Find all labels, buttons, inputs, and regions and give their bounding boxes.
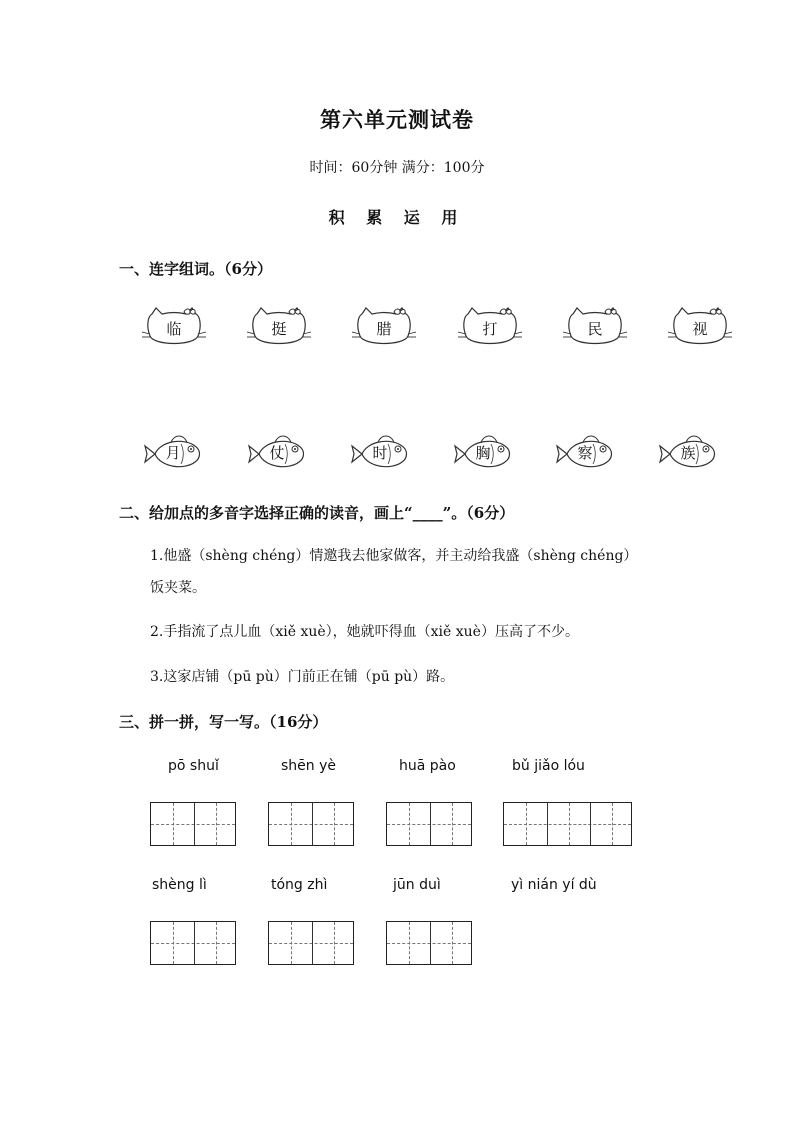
- fish-card-1: [143, 432, 205, 472]
- grid-guide-horizontal: [387, 824, 471, 825]
- grid-guide-horizontal: [151, 824, 235, 825]
- bottom-char: 察: [577, 444, 593, 462]
- grid-cell-divider: [547, 803, 548, 845]
- question-1-title: 一、连字组词。（6分）: [119, 260, 272, 278]
- exam-info: 时间：60分钟 满分：100分: [309, 160, 485, 176]
- grid-guide-vertical: [216, 803, 217, 845]
- grid-guide-vertical: [409, 803, 410, 845]
- fish-card-4: [453, 432, 515, 472]
- grid-guide-horizontal: [387, 943, 471, 944]
- writing-grid-7[interactable]: [386, 921, 472, 965]
- bottom-char: 仗: [269, 444, 285, 462]
- writing-grid-6[interactable]: [268, 921, 354, 965]
- question-2-item-2: 2.手指流了点儿血（xiě xuè），她就吓得血（xiě xuè）压高了不少。: [150, 624, 579, 640]
- top-char: 打: [482, 320, 498, 338]
- grid-guide-vertical: [452, 803, 453, 845]
- grid-cell-divider: [312, 803, 313, 845]
- top-char: 挺: [271, 320, 287, 338]
- cat-card-4: [458, 306, 520, 346]
- grid-cell-divider: [590, 803, 591, 845]
- pinyin-2: shēn yè: [281, 758, 337, 774]
- grid-guide-vertical: [612, 803, 613, 845]
- pinyin-5: shèng lì: [152, 877, 207, 893]
- grid-guide-horizontal: [269, 824, 353, 825]
- question-3-title: 三、拼一拼，写一写。（16分）: [119, 713, 328, 731]
- grid-guide-vertical: [334, 922, 335, 964]
- bottom-char: 时: [372, 444, 388, 462]
- grid-guide-horizontal: [151, 943, 235, 944]
- cat-card-1: [142, 306, 204, 346]
- grid-guide-vertical: [409, 922, 410, 964]
- cat-card-6: [668, 306, 730, 346]
- pinyin-7: jūn duì: [393, 877, 441, 893]
- grid-guide-vertical: [291, 803, 292, 845]
- writing-grid-1[interactable]: [150, 802, 236, 846]
- fish-card-6: [658, 432, 720, 472]
- grid-cell-divider: [430, 922, 431, 964]
- grid-cell-divider: [312, 922, 313, 964]
- cat-card-5: [563, 306, 625, 346]
- question-2-title: 二、给加点的多音字选择正确的读音，画上“____”。（6分）: [119, 504, 515, 522]
- question-2-item-1-cont: 饭夹菜。: [150, 580, 206, 596]
- top-char: 视: [692, 320, 708, 338]
- writing-grid-3[interactable]: [386, 802, 472, 846]
- bottom-char: 月: [165, 444, 181, 462]
- fish-card-3: [350, 432, 412, 472]
- grid-guide-vertical: [334, 803, 335, 845]
- bottom-char: 胸: [475, 444, 491, 462]
- top-char: 民: [587, 320, 603, 338]
- grid-cell-divider: [430, 803, 431, 845]
- grid-cell-divider: [194, 803, 195, 845]
- grid-guide-vertical: [452, 922, 453, 964]
- grid-guide-vertical: [526, 803, 527, 845]
- grid-cell-divider: [194, 922, 195, 964]
- page-title: 第六单元测试卷: [320, 107, 474, 132]
- writing-grid-5[interactable]: [150, 921, 236, 965]
- pinyin-3: huā pào: [399, 758, 456, 774]
- pinyin-4: bǔ jiǎo lóu: [512, 758, 585, 774]
- section-heading: 积 累 运 用: [328, 208, 466, 227]
- grid-guide-vertical: [291, 922, 292, 964]
- pinyin-1: pō shuǐ: [168, 758, 219, 774]
- top-char: 临: [166, 320, 182, 338]
- writing-grid-4[interactable]: [503, 802, 632, 846]
- grid-guide-horizontal: [269, 943, 353, 944]
- cat-card-3: [352, 306, 414, 346]
- pinyin-8: yì nián yí dù: [511, 877, 597, 893]
- grid-guide-vertical: [569, 803, 570, 845]
- grid-guide-vertical: [173, 803, 174, 845]
- bottom-char: 族: [680, 444, 696, 462]
- grid-guide-vertical: [173, 922, 174, 964]
- grid-guide-vertical: [216, 922, 217, 964]
- cat-card-2: [247, 306, 309, 346]
- question-2-item-1: 1.他盛（shèng chéng）情邀我去他家做客，并主动给我盛（shèng chéng）: [150, 548, 638, 564]
- writing-grid-2[interactable]: [268, 802, 354, 846]
- pinyin-6: tóng zhì: [271, 877, 328, 893]
- question-2-item-3: 3.这家店铺（pū pù）门前正在铺（pū pù）路。: [150, 669, 455, 685]
- fish-card-2: [247, 432, 309, 472]
- fish-card-5: [555, 432, 617, 472]
- top-char: 腊: [376, 320, 392, 338]
